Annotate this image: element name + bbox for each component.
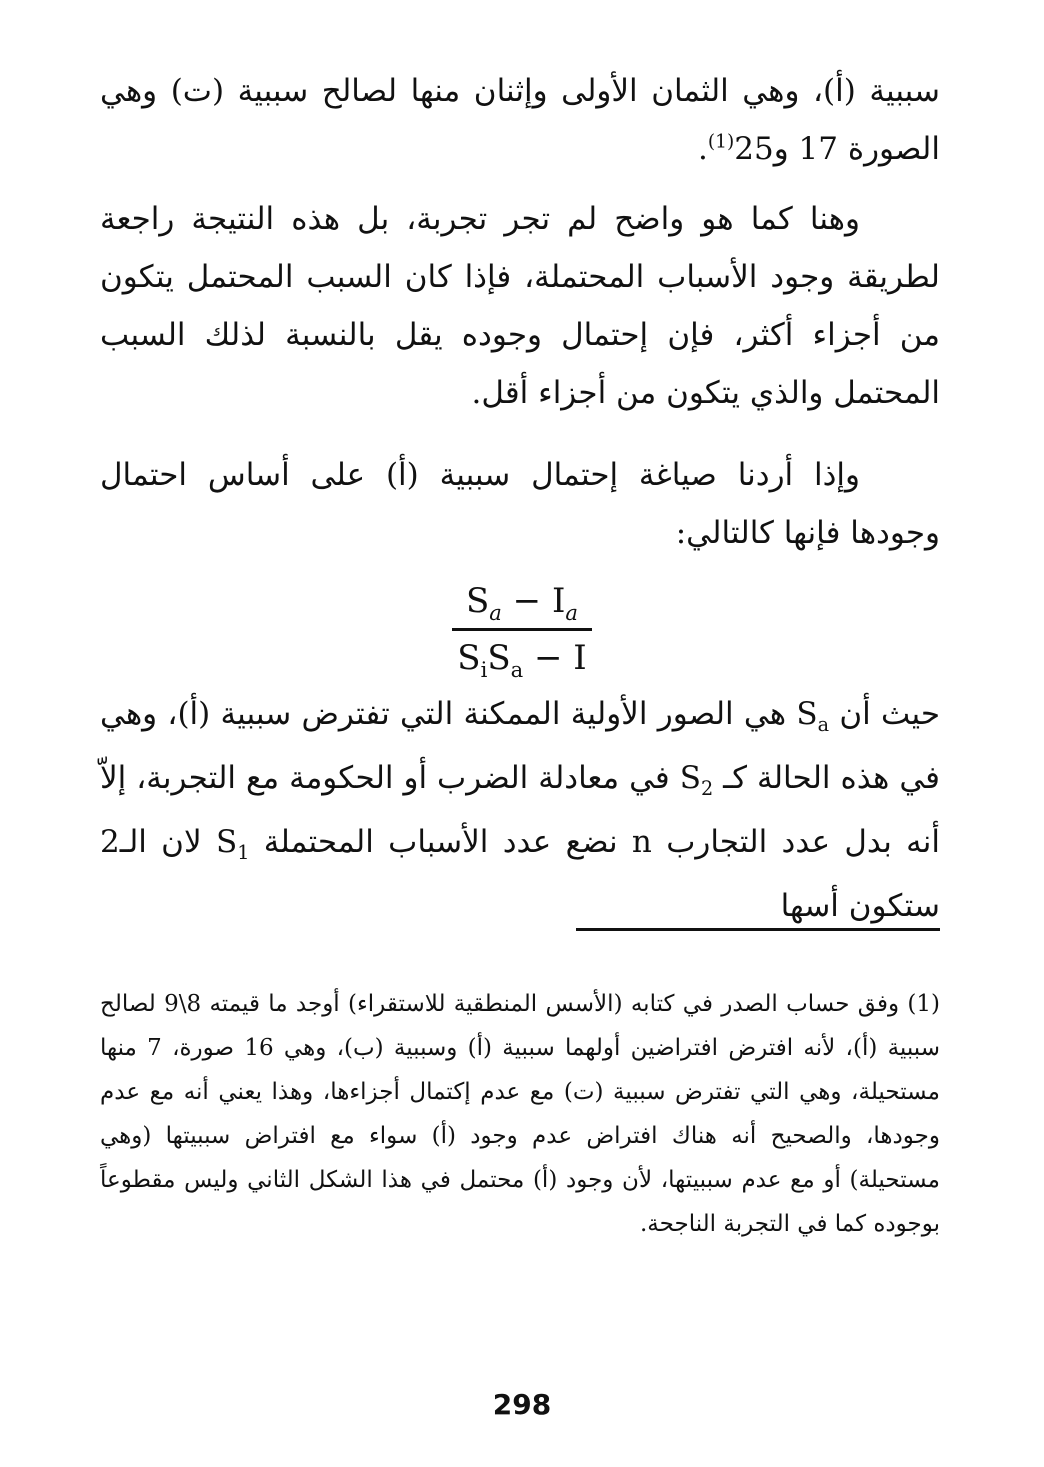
numerator-symbol-s: S [466,581,490,621]
explanation-text-4: لان الـ2 ستكون أسها [100,824,940,924]
explanation-text-1: حيث أن [829,696,940,732]
symbol-s2-base: S [679,760,701,796]
paragraph-1 [100,62,940,178]
footnote-block [100,982,940,1246]
explanation-block [100,682,940,938]
symbol-s1-base: S [215,824,238,860]
page-number: 298 [492,1388,552,1421]
main-text-block [100,62,940,562]
numerator-subscript-a: a [489,599,502,625]
denominator-minus: − [523,638,574,678]
denominator-subscript-a: a [510,656,524,682]
explanation-text-3: في معادلة الضرب أو الحكومة مع التجربة، إلاّ أنه بدل عدد التجارب n نضع عدد الأسباب المحتملة [100,760,940,860]
denominator-symbol-i: I [573,638,587,678]
footnote-text: (1) وفق حساب الصدر في كتابه (الأسس المنطقية للاستقراء) أوجد ما قيمته 8\9 لصالح سببية (أ)، لأنه افترض افتراضين أولهما سببية (أ) وسببية (ب)، وهي 16 صورة، 7 منها مستحيلة، وهي التي تفترض سببية (ت) مع عدم إكتمال أجزاءها، وهذا يعني أنه مع عدم وجودها، والصحيح أنه هناك افتراض عدم وجود (أ) سواء مع افتراض سببيتها (وهي مستحيلة) أو مع عدم سببيتها، لأن وجود (أ) محتمل في هذا الشكل الثاني وليس مقطوعاً بوجوده كما في التجربة الناجحة. [100,991,940,1237]
numerator-subscript-a2: a [565,599,578,625]
probability-formula [452,578,592,681]
denominator-symbol-s1: S [457,638,481,678]
denominator-symbol-s2: S [487,638,511,678]
symbol-sa-sub: a [817,713,830,737]
paragraph-3: وإذا أردنا صياغة إحتمال سببية (أ) على أساس احتمال وجودها فإنها كالتالي: [100,457,940,551]
symbol-s2-sub: 2 [700,777,714,801]
explanation-text-2: هي الصور الأولية الممكنة التي تفترض سببية (أ)، وهي في هذه الحالة كـ [100,696,940,796]
paragraph-1-end: . [698,131,708,167]
symbol-sa [796,696,830,737]
symbol-sa-base: S [796,696,818,732]
paragraph-2: وهنا كما هو واضح لم تجر تجربة، بل هذه النتيجة راجعة لطريقة وجود الأسباب المحتملة، فإذا كان السبب المحتمل يتكون من أجزاء أكثر، فإن إحتمال وجوده يقل بالنسبة لذلك السبب المحتمل والذي يتكون من أجزاء أقل. [100,201,940,411]
footnote-divider [576,928,940,931]
symbol-s1 [215,824,250,865]
formula-numerator [452,578,592,631]
numerator-symbol-i: I [551,581,566,621]
explanation-paragraph [100,682,940,938]
symbol-s1-sub: 1 [237,841,250,865]
symbol-s2 [679,760,714,801]
footnote-ref: (1) [707,131,735,153]
denominator-subscript-i: i [480,656,488,682]
paragraph-1-text: سببية (أ)، وهي الثمان الأولى وإثنان منها لصالح سببية (ت) وهي الصورة 17 و25 [100,73,940,167]
numerator-minus: − [501,581,552,621]
formula-denominator [452,631,592,681]
